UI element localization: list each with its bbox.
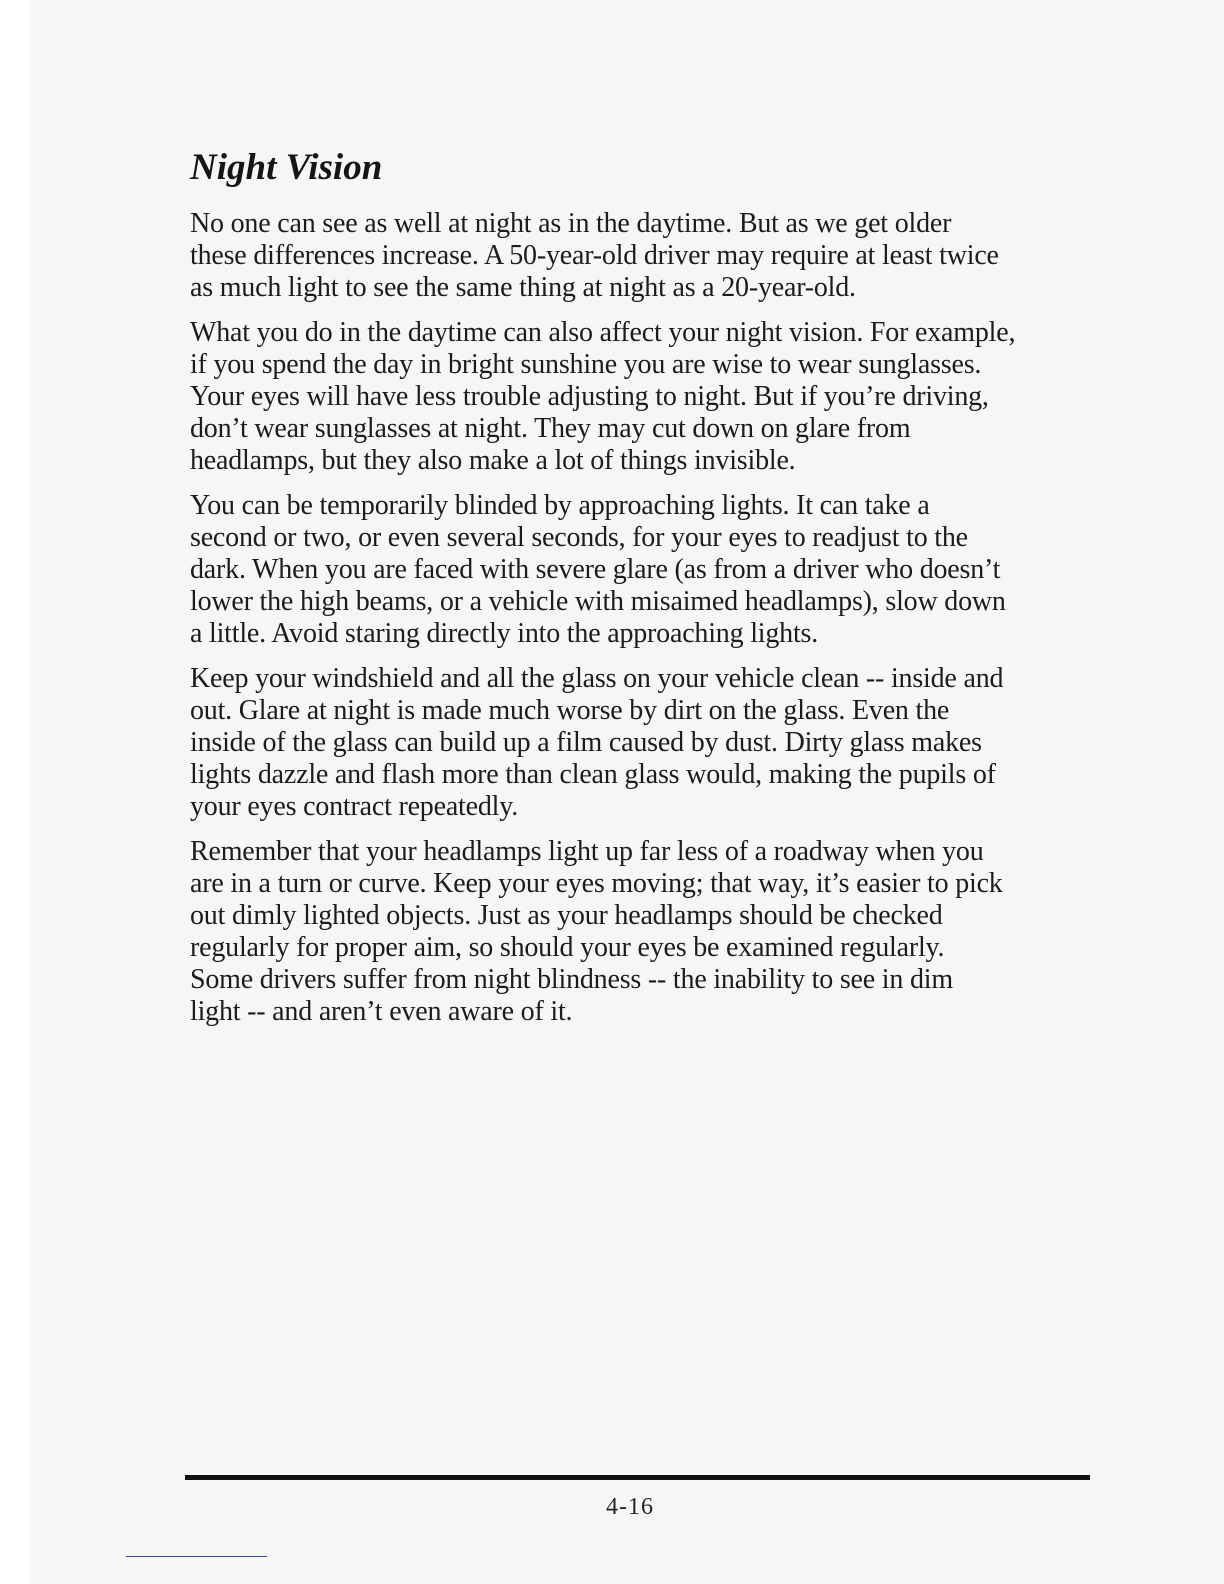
text-line: a little. Avoid staring directly into the approaching lights. bbox=[190, 618, 819, 649]
paragraph-4 bbox=[190, 663, 1100, 823]
text-line: You can be temporarily blinded by approaching lights. It can take a bbox=[190, 490, 930, 521]
section-heading: Night Vision bbox=[190, 147, 383, 188]
paragraph-5 bbox=[190, 836, 1100, 1028]
text-line: are in a turn or curve. Keep your eyes moving; that way, it’s easier to pick bbox=[190, 868, 1003, 899]
text-line: lower the high beams, or a vehicle with misaimed headlamps), slow down bbox=[190, 586, 1006, 617]
text-line: as much light to see the same thing at night as a 20-year-old. bbox=[190, 272, 856, 303]
text-line: don’t wear sunglasses at night. They may cut down on glare from bbox=[190, 413, 911, 444]
text-line: Some drivers suffer from night blindness -- the inability to see in dim bbox=[190, 964, 953, 995]
text-line: lights dazzle and flash more than clean glass would, making the pupils of bbox=[190, 759, 996, 790]
paragraph-3 bbox=[190, 490, 1100, 650]
text-line: dark. When you are faced with severe glare (as from a driver who doesn’t bbox=[190, 554, 1001, 585]
text-line: What you do in the daytime can also affect your night vision. For example, bbox=[190, 317, 1016, 348]
text-line: Your eyes will have less trouble adjusting to night. But if you’re driving, bbox=[190, 381, 989, 412]
text-line: out dimly lighted objects. Just as your headlamps should be checked bbox=[190, 900, 943, 931]
footer-divider bbox=[185, 1475, 1090, 1480]
text-line: regularly for proper aim, so should your eyes be examined regularly. bbox=[190, 932, 945, 963]
paragraph-1 bbox=[190, 208, 1100, 304]
footnote-divider bbox=[126, 1556, 267, 1557]
text-line: inside of the glass can build up a film caused by dust. Dirty glass makes bbox=[190, 727, 982, 758]
text-line: No one can see as well at night as in the daytime. But as we get older bbox=[190, 208, 952, 239]
text-line: Keep your windshield and all the glass on your vehicle clean -- inside and bbox=[190, 663, 1004, 694]
text-line: your eyes contract repeatedly. bbox=[190, 791, 519, 822]
text-line: these differences increase. A 50-year-old driver may require at least twice bbox=[190, 240, 999, 271]
text-line: headlamps, but they also make a lot of things invisible. bbox=[190, 445, 796, 476]
text-line: Remember that your headlamps light up far less of a roadway when you bbox=[190, 836, 984, 867]
body-text bbox=[190, 208, 1100, 1041]
page-number: 4-16 bbox=[606, 1494, 654, 1520]
paragraph-2 bbox=[190, 317, 1100, 477]
text-line: light -- and aren’t even aware of it. bbox=[190, 996, 573, 1027]
text-line: out. Glare at night is made much worse by dirt on the glass. Even the bbox=[190, 695, 950, 726]
text-line: if you spend the day in bright sunshine you are wise to wear sunglasses. bbox=[190, 349, 982, 380]
text-line: second or two, or even several seconds, for your eyes to readjust to the bbox=[190, 522, 968, 553]
